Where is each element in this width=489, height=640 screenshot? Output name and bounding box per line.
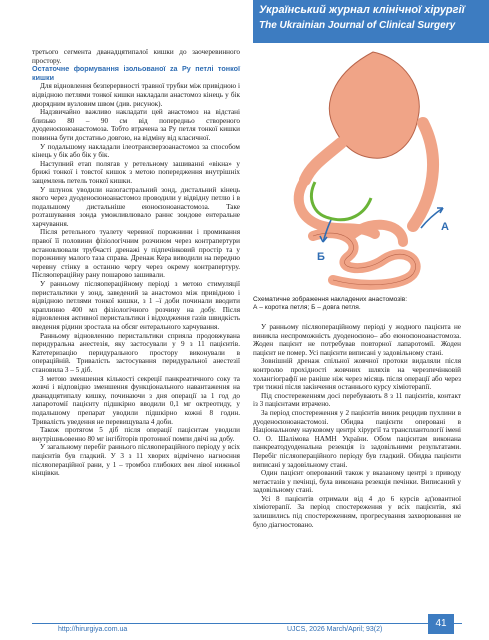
section-heading: Остаточне формування ізольованої za Ру петлі тонкої кишки xyxy=(32,64,240,82)
left-text-column xyxy=(32,48,240,478)
anastomosis-diagram xyxy=(253,48,461,296)
footer-url[interactable]: http://hirurgiya.com.ua xyxy=(58,626,128,633)
paragraph: Наступний етап полягав у ретельному зашиванні «вікна» у брижі тонкої і товстої кишок з метою попередження внутрішніх защемлень петель тонкої кишки. xyxy=(32,159,240,185)
journal-header xyxy=(253,0,489,43)
label-b: Б xyxy=(317,251,325,263)
paragraph: Зовнішній дренаж спільної жовчної протоки видаляли після контролю прохідності жовчних шляхів на черезпечінковій холангіографії не раніше ніж через місяць після операції або через три тижні після закінчення останнього курсу хіміотерапії. xyxy=(253,357,461,392)
journal-title-ua: Український журнал клінічної хірургії xyxy=(259,4,465,16)
paragraph: Після ретельного туалету черевної порожнини і промивання правої її половини фізіологічним розчином через контрапертури встановлювали трубчасті дренажі у підпечінковий простір та у порожнину малого таза справа. Дренаж Кера виводили на передню черевну стінку в останню чергу через окрему контрапертуру. Післяопераційну рану пошарово зашивали. xyxy=(32,228,240,280)
paragraph: З метою зменшення кількості секреції панкреатичного соку та жовчі і відповідно зменшення функціонального навантаження на дванадцятипалу кишку, починаючи з дня операції за 1 год до лапаротомії пацієнту підшкірно вводили 0,1 мг октреотиду, у подальшому препарат уводили підшкірно кожні 8 годин. Тривалість уведення не перевищувала 4 доби. xyxy=(32,374,240,426)
paragraph: Один пацієнт оперований також у вказаному центрі з приводу метастазів у печінці, була виконана резекція печінки. Виписаний у задовільному стані. xyxy=(253,469,461,495)
paragraph: Для відновлення безперервності травної трубки між привідною і відвідною петлями тонкої кишки накладали анастомоз кінець у бік дворядним вузловим швом (див. рисунок). xyxy=(32,82,240,108)
anastomosis-figure xyxy=(253,48,461,302)
paragraph: У загальному перебіг раннього післяопераційного періоду у всіх пацієнтів був гладкий. У 3 з 11 хворих відмічено нагноєння післяопераційної рани, у 1 – тромбоз глибоких вен лівої нижньої кінцівки. xyxy=(32,443,240,478)
caption-title: Схематичне зображення накладених анастомозів: xyxy=(253,296,408,303)
paragraph: У подальшому накладали ілеотрансверзоанастомоз за способом кінець у бік або бік у бік. xyxy=(32,142,240,160)
footer-rule xyxy=(32,623,462,624)
paragraph: У ранньому післяопераційному періоді з метою стимуляції перистальтики у зонд, заведений за анастомоз між привідною і відвідною петлями тонкої кишки, з 1 –ї доби починали вводити краплинно 400 мл фізіологічного розчину на добу. Після відновлення активної перистальтики і відходження газів швидкість введення рідини зростала на обсяг ентерального харчування. xyxy=(32,280,240,331)
paragraph: третього сегмента дванадцятипалої кишки до заочеревинного простору. xyxy=(32,48,240,65)
figure-caption xyxy=(253,296,461,312)
paragraph: Також протягом 5 діб після операції пацієнтам уводили внутрішньовенно 80 мг інгібіторів протонної помпи двічі на добу. xyxy=(32,426,240,443)
page-number: 41 xyxy=(428,614,454,634)
paragraph: Усі 8 пацієнтів отримали від 4 до 6 курсів ад'ювантної хіміотерапії. За період спостереження у всіх пацієнтів, які залишились під спостереженням, прогресування захворювання не було діагностовано. xyxy=(253,494,461,529)
label-a: А xyxy=(441,221,449,233)
caption-body: А – коротка петля; Б – довга петля. xyxy=(253,304,361,311)
footer-citation: UJCS, 2026 March/April; 93(2) xyxy=(287,626,383,633)
paragraph: Під спостереженням досі перебувають 8 з 11 пацієнтів, контакт із 3 пацієнтами втрачено. xyxy=(253,391,461,409)
paragraph: Ранньому відновленню перистальтики сприяла продовжувана перидуральна анестезія, яку застосували у 9 з 11 пацієнтів. Катетеризацію перидурального простору виконували в операційній. Тривалість застосування перидуральної анестезії становила 3 – 5 діб. xyxy=(32,331,240,374)
paragraph: За період спостереження у 2 пацієнтів виник рецидив пухлини в дуоденоєюноанастомозі. Обидва пацієнти оперовані в Національному науковому центрі хірургії та трансплантології імені О. О. Шалімова НАМН України. Обом пацієнтам виконана панкреатодуоденальна резекція із задовільними результатами. Перебіг післяопераційного періоду був гладкий. Обидва пацієнти виписані у задовільному стані. xyxy=(253,408,461,469)
journal-title-en: The Ukrainian Journal of Clinical Surgery xyxy=(259,20,456,31)
paragraph: У ранньому післяопераційному періоді у жодного пацієнта не виникла неспроможність дуоденоєюно– або еюноєюноанастомоза. Жоден пацієнт не потребував повторної лапаротомії. Жоден пацієнт не помер. Усі пацієнти виписані у задовільному стані. xyxy=(253,323,461,357)
paragraph: Надзвичайно важливо накладати цей анастомоз на відстані близько 80 – 90 см від попередньо створеного дуоденоєюноанастомоза. Тобто втрачена за Ру петля тонкої кишки повинна бути достатньо довгою, на відміну від класичної. xyxy=(32,108,240,142)
paragraph: У шлунок уводили назогастральний зонд, дистальний кінець якого через дуоденоєюноанастомоз проводили у відвідну петлю і в подальшому дистальніше еюноєюноанастомоза. Таке розташування зонда уможливлювало раннє зондове ентеральне харчування. xyxy=(32,185,240,228)
right-text-column xyxy=(253,323,461,529)
